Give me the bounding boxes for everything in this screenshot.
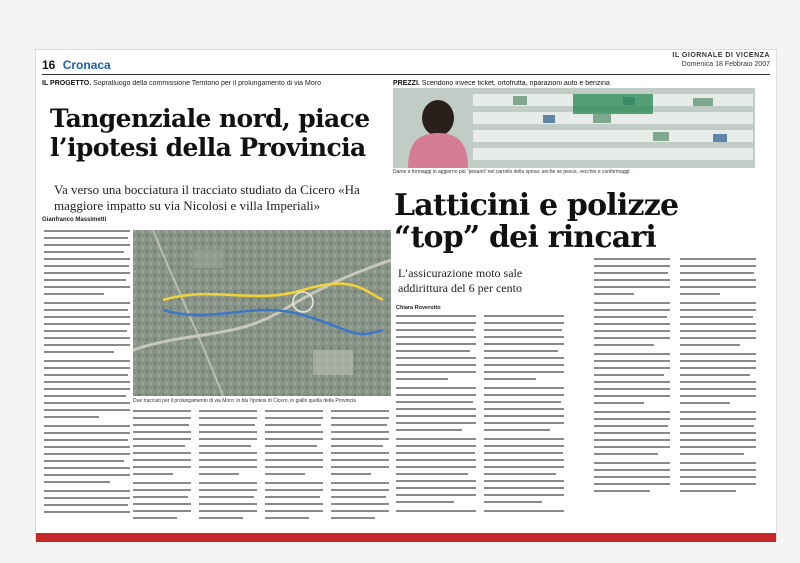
body-text-lines <box>133 408 391 528</box>
article2-headline <box>394 190 764 254</box>
supermarket-photo <box>393 88 755 168</box>
body-text-lines <box>680 256 760 526</box>
page-number: 16 <box>42 58 56 72</box>
body-text-lines <box>396 313 566 523</box>
article2-subhead: L’assicurazione moto sale addirittura del 6 per cento <box>398 266 523 295</box>
article1-kicker <box>42 80 382 87</box>
bottom-red-bar <box>36 533 776 542</box>
map-caption: Due tracciati per il prolungamento di via Moro: in blu l’ipotesi di Cicero, in giallo quella della Provincia <box>133 398 356 404</box>
headline-line-2: l’ipotesi della Provincia <box>50 133 366 162</box>
page-header <box>42 58 111 72</box>
aerial-map-photo <box>133 230 391 396</box>
body-text-lines <box>44 228 130 528</box>
masthead <box>672 51 770 69</box>
headline-line-2: “top” dei rincari <box>394 220 657 255</box>
kicker-text: Sopralluogo della commissione Territorio per il prolungamento di via Moro <box>93 80 321 87</box>
article2-body-columns <box>396 313 566 523</box>
newspaper-name: IL GIORNALE DI VICENZA <box>672 52 770 59</box>
headline-line-1: Tangenziale nord, piace <box>50 104 370 133</box>
article2-right-column <box>594 256 674 526</box>
section-name: Cronaca <box>62 58 111 72</box>
body-text-lines <box>594 256 674 526</box>
article1-subhead: Va verso una bocciatura il tracciato studiato da Cicero «Ha maggiore impatto su via Nicolosi e villa Imperiali» <box>54 182 360 213</box>
photo-caption: Dame e formaggi in aggiorno più “pesanti” nel carrello della spesa: anche se pesce, vecchio e conformaggi <box>393 169 630 175</box>
photo-image <box>393 88 755 168</box>
article2-byline: Chiara Roverotto <box>396 305 441 311</box>
article1-column-1 <box>44 228 130 528</box>
issue-date: Domenica 18 Febbraio 2007 <box>681 61 770 68</box>
map-image <box>133 230 391 396</box>
headline-line-1: Latticini e polizze <box>394 188 679 223</box>
kicker-text: Scendono invece ticket, ortofrutta, riparazioni auto e benzina <box>421 80 610 87</box>
article1-byline: Gianfranco Massimetti <box>42 217 107 223</box>
article2-photo-kicker <box>393 80 769 87</box>
article2-right-column-2 <box>680 256 760 526</box>
kicker-label: IL PROGETTO. <box>42 80 92 87</box>
kicker-label: PREZZI. <box>393 80 420 87</box>
header-rule <box>42 74 770 75</box>
article1-bottom-columns <box>133 408 391 528</box>
article1-headline <box>50 104 390 162</box>
